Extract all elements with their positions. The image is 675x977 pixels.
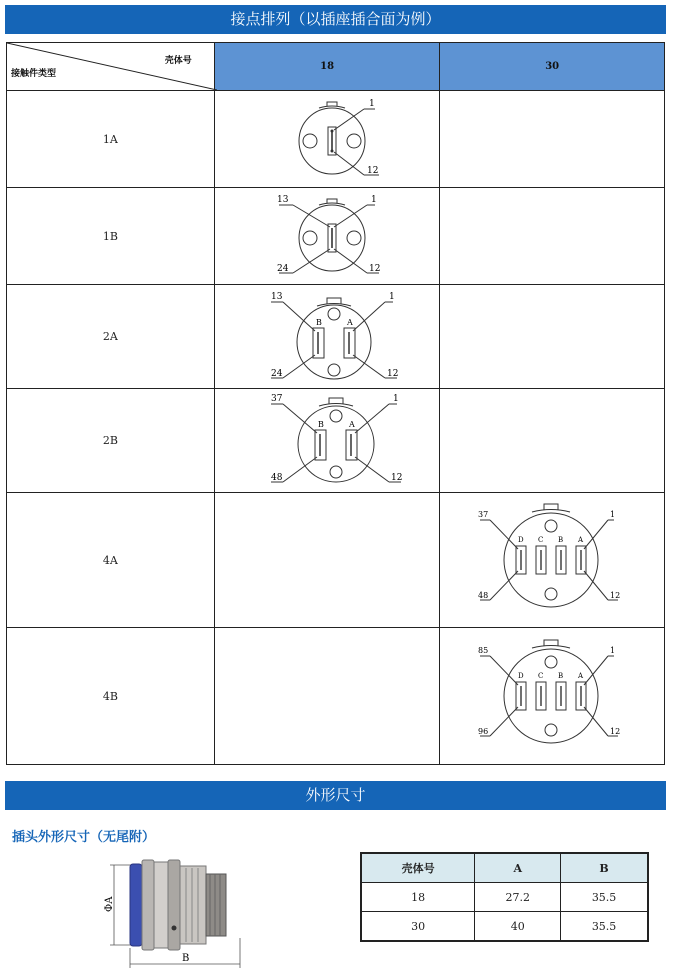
insert-label: D xyxy=(518,672,524,680)
dim-a-label: ΦA xyxy=(104,896,115,912)
table-row xyxy=(7,389,665,493)
section-title: 接点排列（以插座插合面为例） xyxy=(230,10,441,28)
dims-cell: 18 xyxy=(361,883,475,912)
diagram-cell-30 xyxy=(440,493,665,628)
section-title: 外形尺寸 xyxy=(305,786,366,804)
pin-label: 24 xyxy=(277,264,289,274)
shell-number-label: 壳体号 xyxy=(164,56,192,66)
column-header-30: 30 xyxy=(440,43,665,91)
diagram-cell-30-empty xyxy=(440,285,665,389)
contact-type-cell: 4B xyxy=(7,628,215,765)
pin-label: 1 xyxy=(389,291,395,302)
pin-label: 1 xyxy=(371,195,377,205)
dims-cell: 35.5 xyxy=(561,912,648,942)
dims-header-row xyxy=(361,853,648,883)
diagonal-header-cell xyxy=(7,43,215,91)
pin-label: 85 xyxy=(478,646,489,655)
contact-type-cell: 2B xyxy=(7,389,215,493)
insert-label: C xyxy=(538,536,544,544)
table-row xyxy=(361,912,648,942)
diagram-cell-18 xyxy=(214,285,440,389)
pin-label: 12 xyxy=(367,166,379,176)
dims-cell: 40 xyxy=(475,912,561,942)
diagram-cell-30-empty xyxy=(440,188,665,285)
insert-label: C xyxy=(538,672,544,680)
pin-label: 12 xyxy=(387,368,399,379)
pin-label: 1 xyxy=(610,510,616,519)
pin-label: 1 xyxy=(393,393,399,404)
diagram-cell-18-empty xyxy=(214,493,440,628)
pin-label: 1 xyxy=(610,646,616,655)
pin-label: 12 xyxy=(610,727,621,736)
diagram-cell-18 xyxy=(214,389,440,493)
contact-type-cell: 1A xyxy=(7,91,215,188)
plug-dimensions-title: 插头外形尺寸（无尾附） xyxy=(12,830,156,845)
dims-header-shell: 壳体号 xyxy=(361,853,475,883)
insert-label: B xyxy=(318,419,324,429)
diagram-cell-30-empty xyxy=(440,389,665,493)
contact-type-label: 接触件类型 xyxy=(11,69,57,79)
dims-cell: 27.2 xyxy=(475,883,561,912)
diagram-cell-18-empty xyxy=(214,628,440,765)
pin-label: 13 xyxy=(277,195,289,205)
insert-label: B xyxy=(558,536,564,544)
dimensions-table xyxy=(360,852,649,942)
pin-label: 37 xyxy=(271,393,283,404)
pin-label: 37 xyxy=(478,510,489,519)
contact-diagram-4a xyxy=(452,496,652,624)
column-header-18: 18 xyxy=(214,43,440,91)
pin-label: 48 xyxy=(271,472,283,483)
diagram-cell-30 xyxy=(440,628,665,765)
insert-label: B xyxy=(316,317,322,327)
pin-label: 12 xyxy=(369,264,381,274)
pin-label: 96 xyxy=(478,727,489,736)
dims-cell: 35.5 xyxy=(561,883,648,912)
table-header-row xyxy=(7,43,665,91)
table-row xyxy=(7,188,665,285)
dims-cell: 30 xyxy=(361,912,475,942)
dims-header-a: A xyxy=(475,853,561,883)
dim-b-label: B xyxy=(182,953,190,964)
plug-outline-drawing xyxy=(100,850,250,972)
diagram-cell-18 xyxy=(214,91,440,188)
contact-type-cell: 4A xyxy=(7,493,215,628)
diagram-cell-18 xyxy=(214,188,440,285)
contact-type-cell: 1B xyxy=(7,188,215,285)
contact-diagram-2b xyxy=(227,392,427,490)
table-row xyxy=(7,285,665,389)
diagram-cell-30-empty xyxy=(440,91,665,188)
pin-label: 12 xyxy=(391,472,403,483)
contact-diagram-4b xyxy=(452,632,652,760)
contact-arrangement-table xyxy=(6,42,665,765)
pin-label: 48 xyxy=(478,591,489,600)
contact-diagram-1a xyxy=(227,94,427,184)
table-row xyxy=(7,493,665,628)
pin-label: 24 xyxy=(271,368,283,379)
insert-label: D xyxy=(518,536,524,544)
insert-label: A xyxy=(347,317,353,327)
dims-header-b: B xyxy=(561,853,648,883)
insert-label: A xyxy=(349,419,355,429)
table-row xyxy=(7,628,665,765)
table-row xyxy=(7,91,665,188)
contact-diagram-1b xyxy=(227,191,427,281)
table-row xyxy=(361,883,648,912)
pin-label: 13 xyxy=(271,291,283,302)
insert-label: A xyxy=(578,672,584,680)
insert-label: B xyxy=(558,672,564,680)
contact-type-cell: 2A xyxy=(7,285,215,389)
pin-label: 12 xyxy=(610,591,621,600)
contact-diagram-2a xyxy=(227,288,427,386)
pin-label: 1 xyxy=(369,99,375,109)
section-banner-contact-arrangement xyxy=(5,5,666,34)
section-banner-dimensions xyxy=(5,781,666,810)
insert-label: A xyxy=(578,536,584,544)
